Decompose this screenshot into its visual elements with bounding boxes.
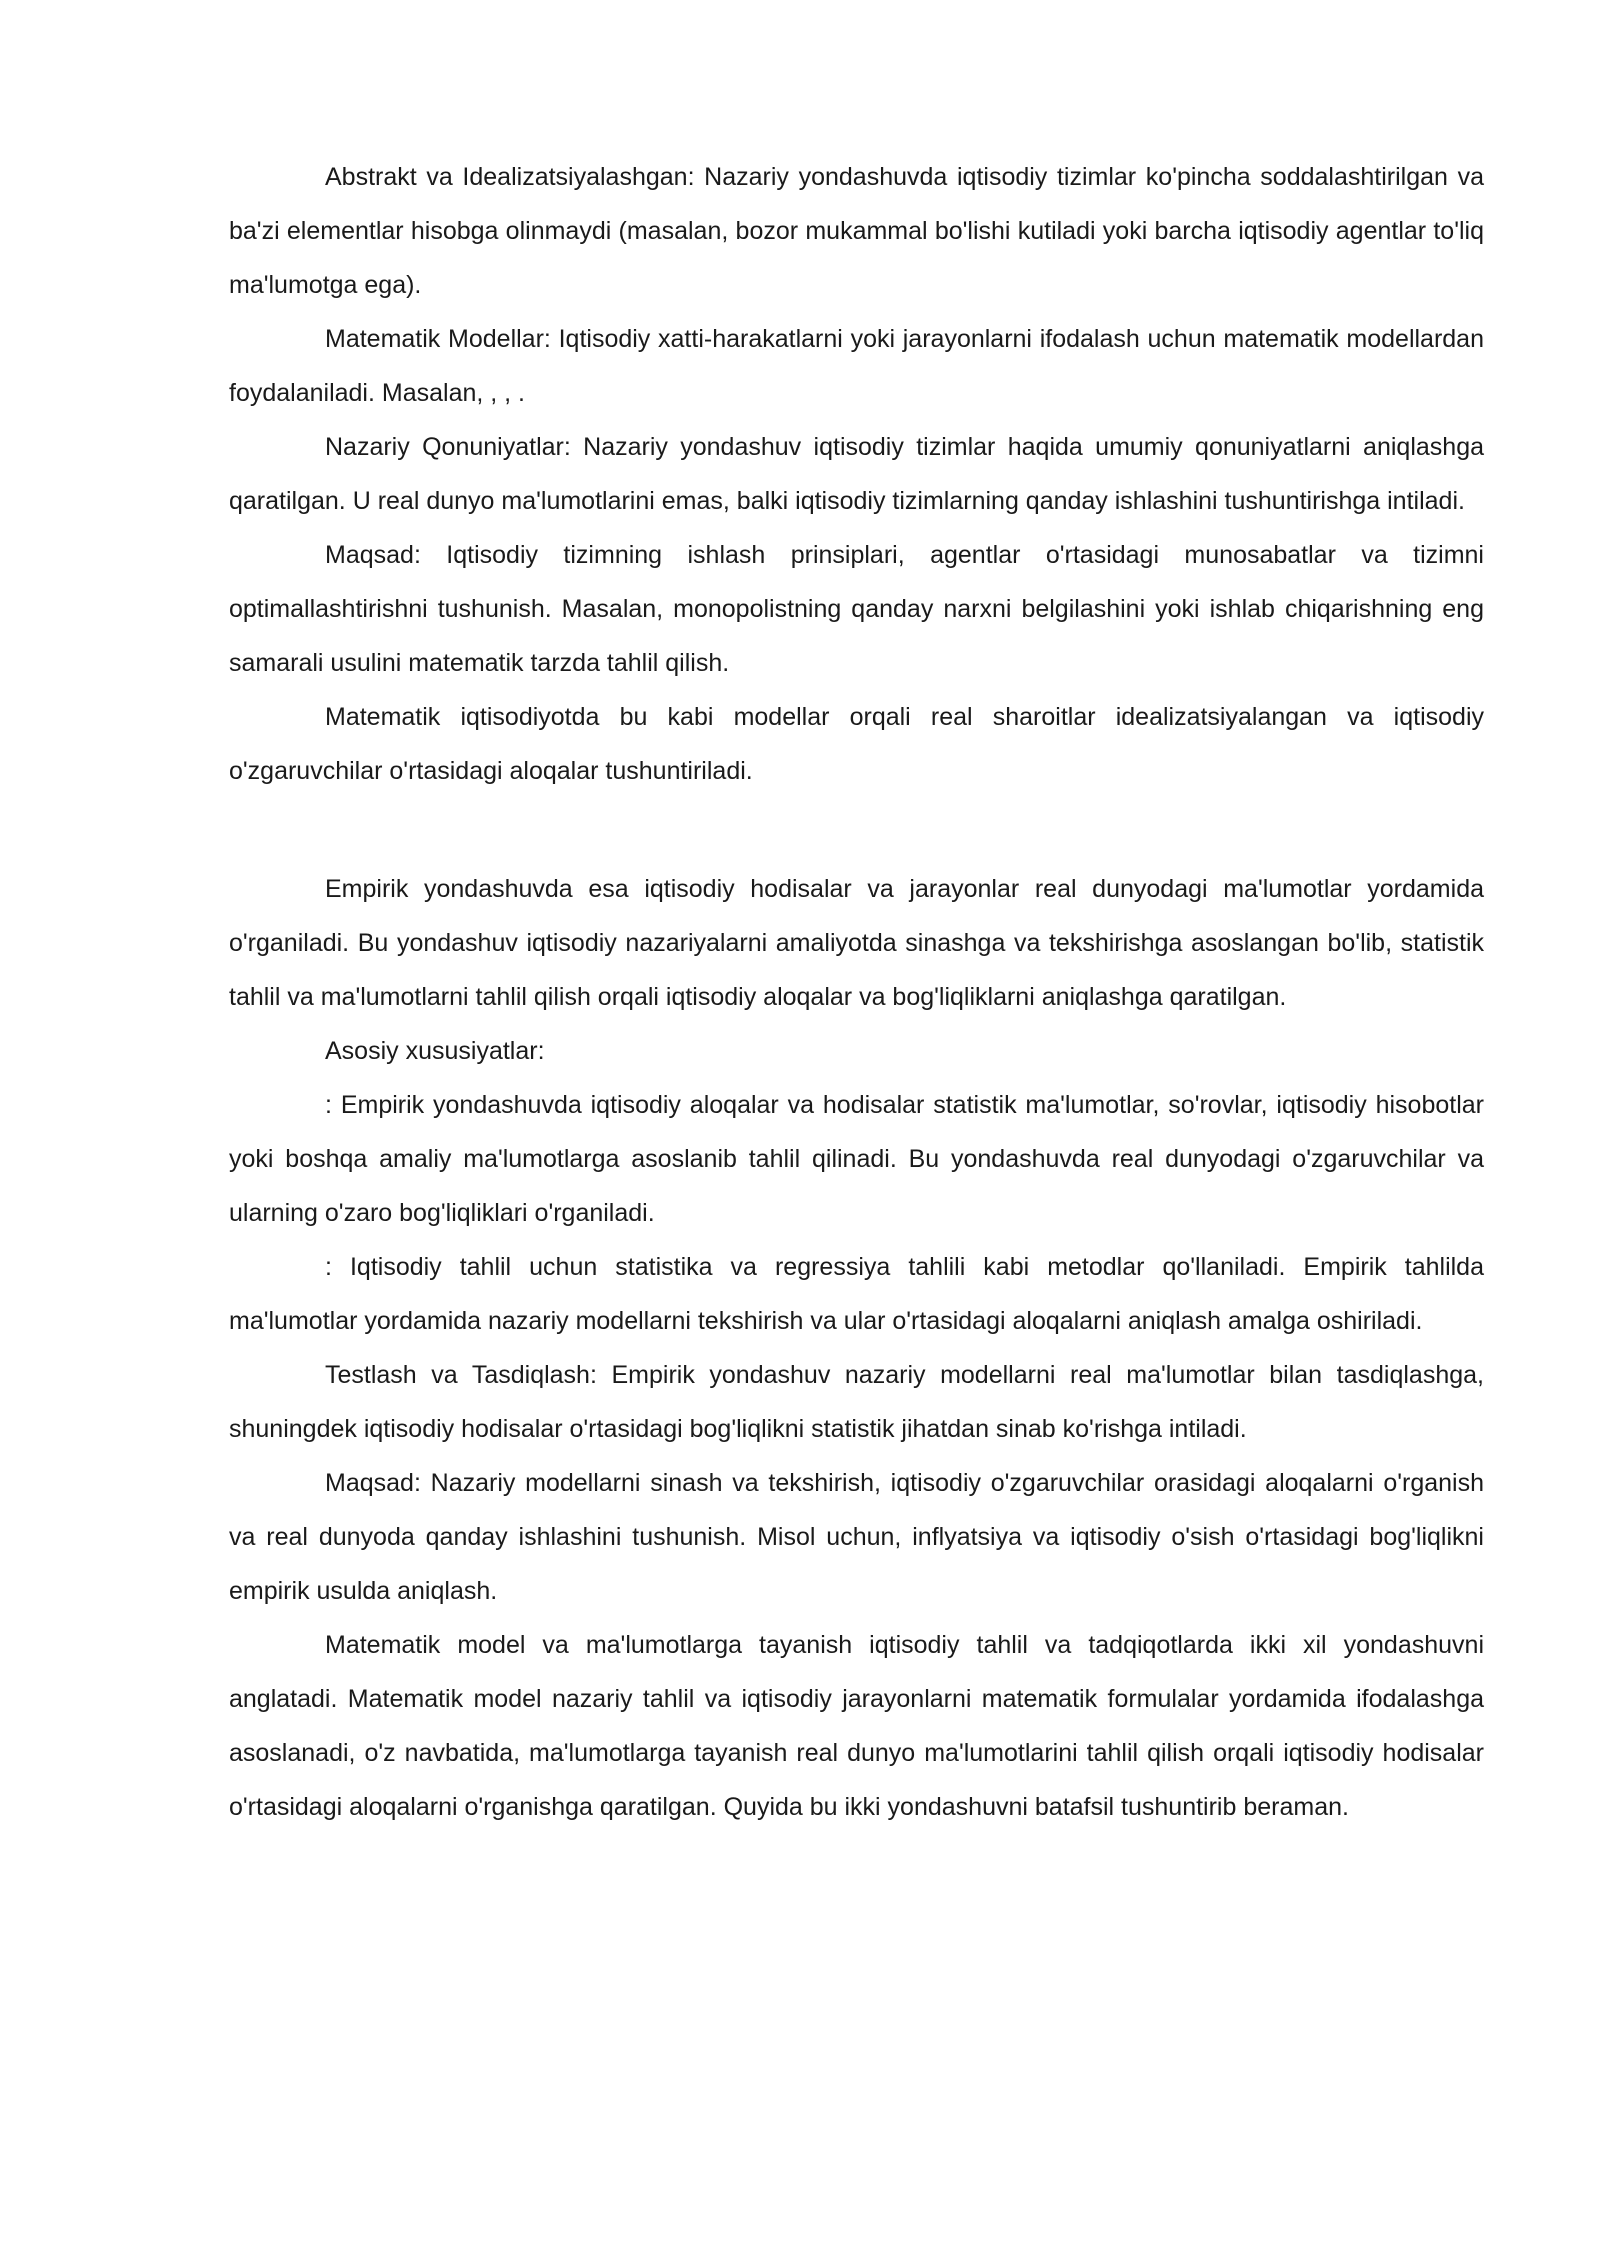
- paragraph-testlash: Testlash va Tasdiqlash: Empirik yondashuv nazariy modellarni real ma'lumotlar bilan tasdiqlashga, shuningdek iqtisodiy hodisalar o'rtasidagi bog'liqlikni statistik jihatdan sinab ko'rishga intiladi.: [229, 1361, 1484, 1443]
- paragraph-maqsad-nazariy: Maqsad: Iqtisodiy tizimning ishlash prinsiplari, agentlar o'rtasidagi munosabatlar va tizimni optimallashtirishni tushunish. Masalan, monopolistning qanday narxni belgilashini yoki ishlab chiqarishning eng samarali usulini matematik tarzda tahlil qilish.: [229, 541, 1484, 677]
- paragraph-nazariy-qonuniyatlar: Nazariy Qonuniyatlar: Nazariy yondashuv iqtisodiy tizimlar haqida umumiy qonuniyatlarni aniqlashga qaratilgan. U real dunyo ma'lumotlarini emas, balki iqtisodiy tizimlarning qanday ishlashini tushuntirishga intiladi.: [229, 433, 1484, 515]
- paragraph-abstrakt: Abstrakt va Idealizatsiyalashgan: Nazariy yondashuvda iqtisodiy tizimlar ko'pincha soddalashtirilgan va ba'zi elementlar hisobga olinmaydi (masalan, bozor mukammal bo'lishi kutiladi yoki barcha iqtisodiy agentlar to'liq ma'lumotga ega).: [229, 163, 1484, 299]
- paragraph-empirik-intro: Empirik yondashuvda esa iqtisodiy hodisalar va jarayonlar real dunyodagi ma'lumotlar yordamida o'rganiladi. Bu yondashuv iqtisodiy nazariyalarni amaliyotda sinashga va tekshirishga asoslangan bo'lib, statistik tahlil va ma'lumotlarni tahlil qilish orqali iqtisodiy aloqalar va bog'liqliklarni aniqlashga qaratilgan.: [229, 875, 1484, 1011]
- paragraph-matematik-iqtisodiyot: Matematik iqtisodiyotda bu kabi modellar orqali real sharoitlar idealizatsiyalangan va iqtisodiy o'zgaruvchilar o'rtasidagi aloqalar tushuntiriladi.: [229, 703, 1484, 785]
- section-gap: [229, 798, 1484, 862]
- paragraph-empirik-malumotlar: : Empirik yondashuvda iqtisodiy aloqalar va hodisalar statistik ma'lumotlar, so'rovlar, iqtisodiy hisobotlar yoki boshqa amaliy ma'lumotlarga asoslanib tahlil qilinadi. Bu yondashuvda real dunyodagi o'zgaruvchilar va ularning o'zaro bog'liqliklari o'rganiladi.: [229, 1091, 1484, 1227]
- paragraph-matematik-modellar: Matematik Modellar: Iqtisodiy xatti-harakatlarni yoki jarayonlarni ifodalash uchun matematik modellardan foydalaniladi. Masalan, , , .: [229, 325, 1484, 407]
- document-body: [229, 150, 1484, 1834]
- paragraph-statistika-metodlar: : Iqtisodiy tahlil uchun statistika va regressiya tahlili kabi metodlar qo'llaniladi. Empirik tahlilda ma'lumotlar yordamida nazariy modellarni tekshirish va ular o'rtasidagi aloqalarni aniqlash amalga oshiriladi.: [229, 1253, 1484, 1335]
- paragraph-xulosa: Matematik model va ma'lumotlarga tayanish iqtisodiy tahlil va tadqiqotlarda ikki xil yondashuvni anglatadi. Matematik model nazariy tahlil va iqtisodiy jarayonlarni matematik formulalar yordamida ifodalashga asoslanadi, o'z navbatida, ma'lumotlarga tayanish real dunyo ma'lumotlarini tahlil qilish orqali iqtisodiy hodisalar o'rtasidagi aloqalarni o'rganishga qaratilgan. Quyida bu ikki yondashuvni batafsil tushuntirib beraman.: [229, 1631, 1484, 1821]
- paragraph-maqsad-empirik: Maqsad: Nazariy modellarni sinash va tekshirish, iqtisodiy o'zgaruvchilar orasidagi aloqalarni o'rganish va real dunyoda qanday ishlashini tushunish. Misol uchun, inflyatsiya va iqtisodiy o'sish o'rtasidagi bog'liqlikni empirik usulda aniqlash.: [229, 1469, 1484, 1605]
- paragraph-asosiy-xususiyatlar: Asosiy xususiyatlar:: [325, 1037, 545, 1065]
